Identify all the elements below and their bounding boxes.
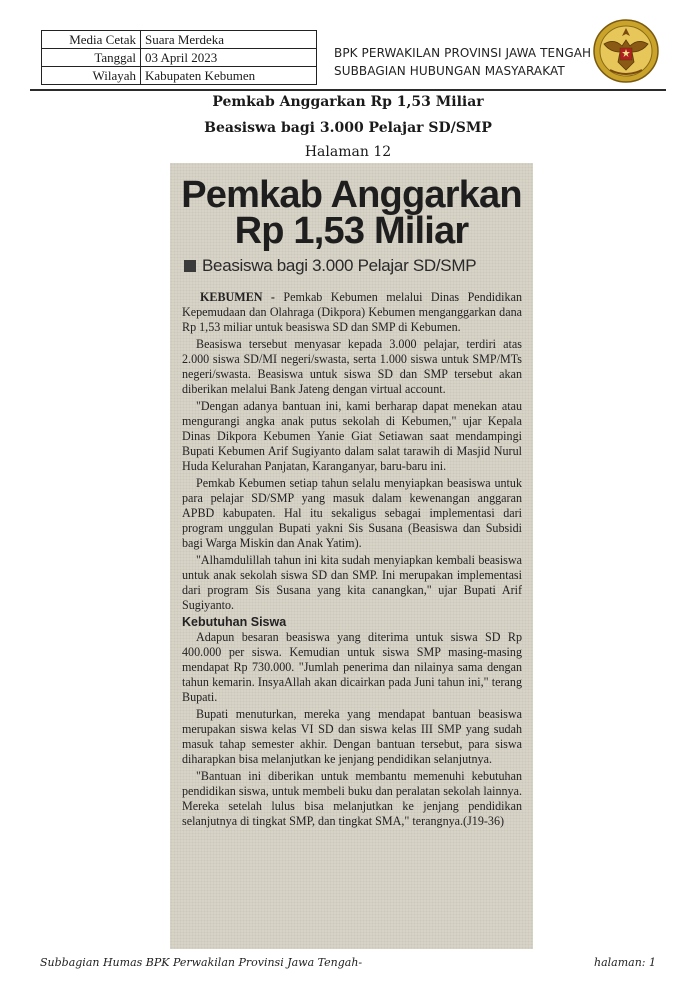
source-page-number: Halaman 12 — [304, 144, 392, 160]
region-info-row — [42, 67, 317, 85]
square-bullet-icon — [184, 260, 196, 272]
headline-subtitle: Beasiswa bagi 3.000 Pelajar SD/SMP — [204, 120, 492, 136]
footer-page-number: halaman: 1 — [594, 956, 656, 969]
clipping-title-line-2: Rp 1,53 Miliar — [234, 210, 469, 252]
dateline: KEBUMEN - — [200, 290, 275, 304]
date-value: 03 April 2023 — [141, 49, 317, 67]
date-info-row — [42, 49, 317, 67]
clipping-body — [182, 290, 522, 939]
article-paragraph: "Dengan adanya bantuan ini, kami berharap dapat menekan atau mengurangi angka anak putus sekolah di Kebumen," ujar Kepala Dinas Dikpora Kebumen Yanie Giat Setiawan saat mendampingi Bupati Kebumen Arif Sugiyanto dalam salat tarawih di Masjid Nurul Huda Kelurahan Panjatan, Karanganyar, baru-baru ini. — [182, 399, 522, 473]
garuda-emblem-icon — [592, 18, 660, 84]
media-label: Media Cetak — [42, 31, 141, 49]
region-value: Kabupaten Kebumen — [141, 67, 317, 85]
article-paragraph-text: Pemkab Kebumen melalui Dinas Pendidikan Kepemudaan dan Olahraga (Dikpora) Kebumen menganggarkan dana Rp 1,53 miliar untuk beasiswa SD dan SMP di Kebumen. — [182, 290, 522, 334]
article-paragraph — [182, 290, 522, 335]
article-paragraph: Beasiswa tersebut menyasar kepada 3.000 pelajar, terdiri atas 2.000 siswa SD/MI negeri/swasta, serta 1.000 siswa untuk SMP/MTs negeri/swasta. Beasiswa untuk siswa SD dan SMP tersebut akan diberikan melalui Bank Jateng dengan virtual account. — [182, 337, 522, 396]
article-paragraph: Bupati menuturkan, mereka yang mendapat bantuan beasiswa merupakan siswa kelas VI SD dan siswa kelas III SMP yang sudah masuk tahap semester akhir. Dengan bantuan tersebut, para siswa diharapkan bisa melanjutkan ke jenjang pendidikan selanjutnya. — [182, 707, 522, 766]
article-paragraph: "Alhamdulillah tahun ini kita sudah menyiapkan kembali beasiswa untuk anak sekolah siswa SD dan SMP. Ini merupakan implementasi dari program Sis Susana yang kita canangkan," ujar Bupati Arif Sugiyanto. — [182, 553, 522, 612]
footer-organization: Subbagian Humas BPK Perwakilan Provinsi Jawa Tengah- — [40, 956, 363, 969]
article-paragraph: "Bantuan ini diberikan untuk membantu memenuhi kebutuhan pendidikan siswa, untuk membeli buku dan peralatan sekolah lainnya. Mereka setelah lulus bisa melanjutkan ke jenjang pendidikan selanjutnya di tingkat SMP, dan tingkat SMA," terangnya.(J19-36) — [182, 769, 522, 828]
clipping-title-line-1: Pemkab Anggarkan — [181, 174, 522, 216]
media-info-row — [42, 31, 317, 49]
organization-name — [334, 44, 591, 80]
date-label: Tanggal — [42, 49, 141, 67]
clipping-subtitle — [184, 256, 529, 276]
headline-title: Pemkab Anggarkan Rp 1,53 Miliar — [212, 94, 484, 110]
newspaper-clipping — [170, 163, 533, 949]
clipping-subtitle-text: Beasiswa bagi 3.000 Pelajar SD/SMP — [202, 256, 477, 275]
org-line-1: BPK PERWAKILAN PROVINSI JAWA TENGAH — [334, 46, 592, 60]
org-line-2: SUBBAGIAN HUBUNGAN MASYARAKAT — [334, 64, 565, 78]
article-paragraph: Pemkab Kebumen setiap tahun selalu menyiapkan beasiswa untuk para pelajar SD/SMP yang masuk dalam kewenangan anggaran APBD kabupaten. Hal itu sekaligus sebagai implementasi dari program unggulan Bupati yakni Sis Susana (Beasiswa dan Subsidi bagi Warga Miskin dan Anak Yatim). — [182, 476, 522, 550]
article-paragraph: Adapun besaran beasiswa yang diterima untuk siswa SD Rp 400.000 per siswa. Kemudian untuk siswa SMP masing-masing mendapat Rp 730.000. "Jumlah penerima dan nilainya sama dengan tahun kemarin. InsyaAllah akan dicairkan pada Juni tahun ini," terang Bupati. — [182, 630, 522, 704]
article-subheading: Kebutuhan Siswa — [182, 615, 287, 629]
header-divider — [30, 89, 666, 91]
media-value: Suara Merdeka — [141, 31, 317, 49]
region-label: Wilayah — [42, 67, 141, 85]
media-info-table — [41, 30, 317, 85]
